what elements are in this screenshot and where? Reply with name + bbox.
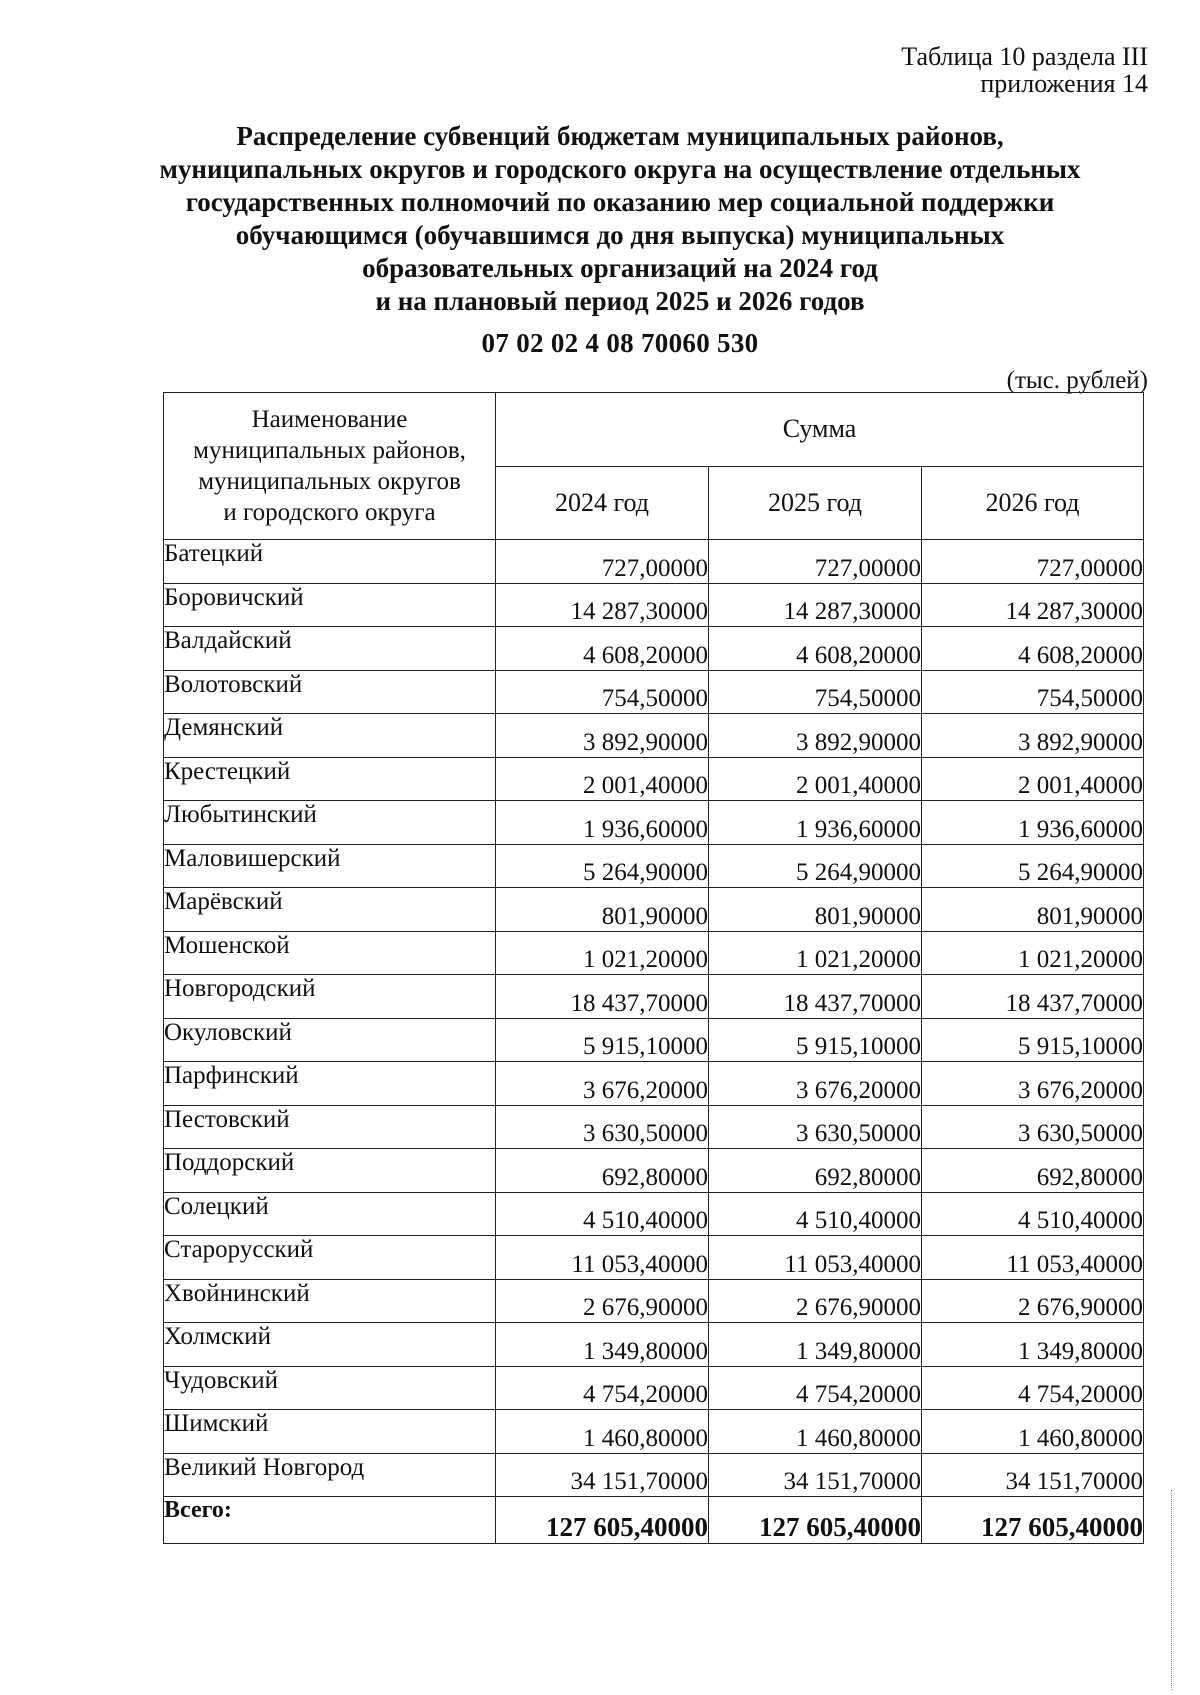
- table-row: [164, 1105, 1144, 1149]
- value-2026: 1 460,80000: [922, 1410, 1144, 1454]
- title-line: муниципальных округов и городского округа на осуществление отдельных: [159, 154, 1081, 184]
- district-name: Боровичский: [164, 583, 496, 627]
- value-2024: 1 460,80000: [496, 1410, 709, 1454]
- total-2026: 127 605,40000: [922, 1497, 1144, 1544]
- value-2024: 2 001,40000: [496, 757, 709, 801]
- year-header-2026: 2026 год: [922, 466, 1144, 540]
- title-line: государственных полномочий по оказанию мер социальной поддержки: [185, 187, 1055, 217]
- value-2026: 2 001,40000: [922, 757, 1144, 801]
- title-line: образовательных организаций на 2024 год: [362, 253, 878, 283]
- table-row: [164, 1192, 1144, 1236]
- value-2024: 5 915,10000: [496, 1018, 709, 1062]
- value-2024: 3 676,20000: [496, 1062, 709, 1106]
- table-row: [164, 1410, 1144, 1454]
- district-name: Любытинский: [164, 801, 496, 845]
- value-2026: 2 676,90000: [922, 1279, 1144, 1323]
- district-name: Хвойнинский: [164, 1279, 496, 1323]
- value-2025: 3 676,20000: [709, 1062, 922, 1106]
- value-2024: 14 287,30000: [496, 583, 709, 627]
- table-row: [164, 1236, 1144, 1280]
- district-name: Солецкий: [164, 1192, 496, 1236]
- subvention-table: [163, 392, 1144, 1544]
- value-2025: 5 915,10000: [709, 1018, 922, 1062]
- value-2025: 1 460,80000: [709, 1410, 922, 1454]
- total-label: Всего:: [164, 1497, 496, 1544]
- value-2026: 4 510,40000: [922, 1192, 1144, 1236]
- value-2026: 18 437,70000: [922, 975, 1144, 1019]
- name-header-line: муниципальных районов,: [193, 437, 466, 464]
- table-row: [164, 931, 1144, 975]
- value-2025: 3 630,50000: [709, 1105, 922, 1149]
- value-2026: 34 151,70000: [922, 1453, 1144, 1497]
- name-header-line: муниципальных округов: [198, 468, 461, 495]
- value-2025: 2 676,90000: [709, 1279, 922, 1323]
- table-row: [164, 844, 1144, 888]
- table-row: [164, 1323, 1144, 1367]
- district-name: Мошенской: [164, 931, 496, 975]
- district-name: Марёвский: [164, 888, 496, 932]
- value-2026: 1 021,20000: [922, 931, 1144, 975]
- value-2024: 1 936,60000: [496, 801, 709, 845]
- sum-header: Сумма: [496, 393, 1144, 467]
- value-2025: 4 754,20000: [709, 1366, 922, 1410]
- value-2024: 4 510,40000: [496, 1192, 709, 1236]
- district-name: Парфинский: [164, 1062, 496, 1106]
- value-2026: 5 915,10000: [922, 1018, 1144, 1062]
- value-2026: 3 630,50000: [922, 1105, 1144, 1149]
- value-2025: 3 892,90000: [709, 714, 922, 758]
- value-2024: 801,90000: [496, 888, 709, 932]
- table-row: [164, 1149, 1144, 1193]
- table-row: [164, 1018, 1144, 1062]
- table-row: [164, 627, 1144, 671]
- district-name: Чудовский: [164, 1366, 496, 1410]
- table-reference-line-2: приложения 14: [980, 69, 1148, 98]
- year-header-2024: 2024 год: [496, 466, 709, 540]
- value-2024: 2 676,90000: [496, 1279, 709, 1323]
- district-name: Маловишерский: [164, 844, 496, 888]
- total-row: [164, 1497, 1144, 1544]
- value-2026: 11 053,40000: [922, 1236, 1144, 1280]
- value-2026: 727,00000: [922, 540, 1144, 584]
- district-name: Холмский: [164, 1323, 496, 1367]
- table-row: [164, 757, 1144, 801]
- value-2025: 14 287,30000: [709, 583, 922, 627]
- value-2024: 18 437,70000: [496, 975, 709, 1019]
- budget-classification-code: 07 02 02 4 08 70060 530: [481, 328, 759, 358]
- scan-edge-line: [1171, 1490, 1172, 1690]
- district-name: Волотовский: [164, 670, 496, 714]
- district-name: Валдайский: [164, 627, 496, 671]
- value-2024: 4 754,20000: [496, 1366, 709, 1410]
- title-line: обучающимся (обучавшимся до дня выпуска) муниципальных: [235, 220, 1005, 250]
- value-2024: 754,50000: [496, 670, 709, 714]
- value-2025: 801,90000: [709, 888, 922, 932]
- table-row: [164, 888, 1144, 932]
- value-2026: 3 892,90000: [922, 714, 1144, 758]
- value-2025: 34 151,70000: [709, 1453, 922, 1497]
- table-row: [164, 1062, 1144, 1106]
- value-2024: 34 151,70000: [496, 1453, 709, 1497]
- value-2026: 801,90000: [922, 888, 1144, 932]
- table-row: [164, 540, 1144, 584]
- value-2025: 2 001,40000: [709, 757, 922, 801]
- table-row: [164, 670, 1144, 714]
- name-column-header: [164, 393, 496, 540]
- value-2024: 4 608,20000: [496, 627, 709, 671]
- total-2025: 127 605,40000: [709, 1497, 922, 1544]
- district-name: Демянский: [164, 714, 496, 758]
- units-label: (тыс. рублей): [1006, 367, 1148, 394]
- value-2026: 1 349,80000: [922, 1323, 1144, 1367]
- district-name: Новгородский: [164, 975, 496, 1019]
- district-name: Пестовский: [164, 1105, 496, 1149]
- value-2026: 14 287,30000: [922, 583, 1144, 627]
- table-row: [164, 1279, 1144, 1323]
- value-2024: 5 264,90000: [496, 844, 709, 888]
- value-2025: 4 608,20000: [709, 627, 922, 671]
- district-name: Крестецкий: [164, 757, 496, 801]
- district-name: Великий Новгород: [164, 1453, 496, 1497]
- value-2024: 1 021,20000: [496, 931, 709, 975]
- value-2024: 3 892,90000: [496, 714, 709, 758]
- value-2024: 1 349,80000: [496, 1323, 709, 1367]
- value-2024: 727,00000: [496, 540, 709, 584]
- table-row: [164, 714, 1144, 758]
- title-line: и на плановый период 2025 и 2026 годов: [375, 286, 865, 316]
- value-2024: 692,80000: [496, 1149, 709, 1193]
- value-2024: 3 630,50000: [496, 1105, 709, 1149]
- year-header-2025: 2025 год: [709, 466, 922, 540]
- title-line: Распределение субвенций бюджетам муниципальных районов,: [236, 121, 1004, 151]
- district-name: Старорусский: [164, 1236, 496, 1280]
- value-2025: 727,00000: [709, 540, 922, 584]
- document-title: [140, 120, 1100, 318]
- table-row: [164, 975, 1144, 1019]
- total-2024: 127 605,40000: [496, 1497, 709, 1544]
- value-2026: 4 608,20000: [922, 627, 1144, 671]
- district-name: Поддорский: [164, 1149, 496, 1193]
- district-name: Окуловский: [164, 1018, 496, 1062]
- value-2025: 5 264,90000: [709, 844, 922, 888]
- table-row: [164, 583, 1144, 627]
- table-row: [164, 1453, 1144, 1497]
- district-name: Батецкий: [164, 540, 496, 584]
- value-2025: 1 349,80000: [709, 1323, 922, 1367]
- value-2025: 18 437,70000: [709, 975, 922, 1019]
- table-row: [164, 1366, 1144, 1410]
- value-2025: 1 021,20000: [709, 931, 922, 975]
- value-2026: 4 754,20000: [922, 1366, 1144, 1410]
- value-2026: 692,80000: [922, 1149, 1144, 1193]
- name-header-line: и городского округа: [223, 499, 436, 526]
- value-2024: 11 053,40000: [496, 1236, 709, 1280]
- value-2025: 11 053,40000: [709, 1236, 922, 1280]
- table-reference-line-1: Таблица 10 раздела III: [901, 42, 1148, 71]
- table-body: [164, 540, 1144, 1497]
- value-2026: 5 264,90000: [922, 844, 1144, 888]
- value-2025: 1 936,60000: [709, 801, 922, 845]
- value-2026: 1 936,60000: [922, 801, 1144, 845]
- value-2025: 754,50000: [709, 670, 922, 714]
- district-name: Шимский: [164, 1410, 496, 1454]
- value-2026: 754,50000: [922, 670, 1144, 714]
- value-2025: 4 510,40000: [709, 1192, 922, 1236]
- value-2026: 3 676,20000: [922, 1062, 1144, 1106]
- name-header-line: Наименование: [251, 406, 408, 433]
- table-row: [164, 801, 1144, 845]
- value-2025: 692,80000: [709, 1149, 922, 1193]
- table-reference: [748, 43, 1148, 97]
